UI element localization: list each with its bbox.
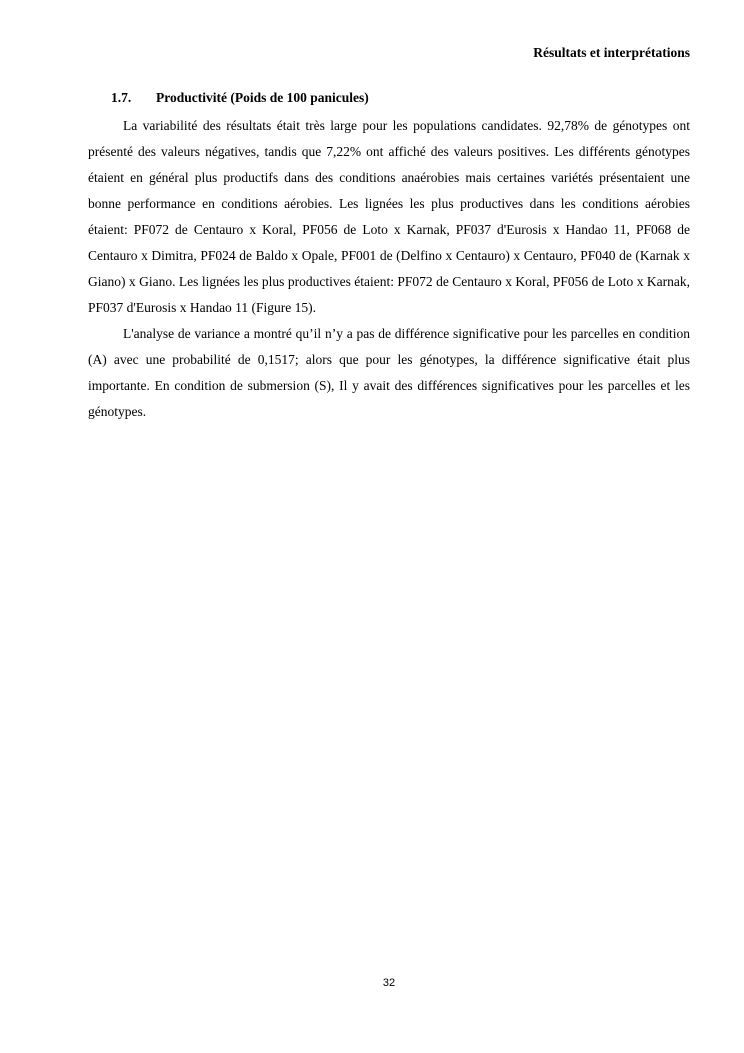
section-productivite [88,88,690,425]
section-title: Productivité (Poids de 100 panicules) [156,90,369,105]
running-header: Résultats et interprétations [533,45,690,60]
paragraph-variabilite: La variabilité des résultats était très large pour les populations candidates. 92,78% de génotypes ont présenté des valeurs négatives, tandis que 7,22% ont affiché des valeurs positives. Les différents génotypes étaient en général plus productifs dans des conditions anaérobies mais certaines variétés présentaient une bonne performance en conditions aérobies. Les lignées les plus productives dans les conditions aérobies étaient: PF072 de Centauro x Koral, PF056 de Loto x Karnak, PF037 d'Eurosis x Handao 11, PF068 de Centauro x Dimitra, PF024 de Baldo x Opale, PF001 de (Delfino x Centauro) x Centauro, PF040 de (Karnak x Giano) x Giano. Les lignées les plus productives étaient: PF072 de Centauro x Koral, PF056 de Loto x Karnak, PF037 d'Eurosis x Handao 11 (Figure 15). [88,118,690,315]
page-number: 32 [382,977,396,989]
section-heading [88,88,690,108]
section-number: 1.7. [111,90,132,105]
paragraph-analyse-variance: L'analyse de variance a montré qu’il n’y a pas de différence significative pour les parcelles en condition (A) avec une probabilité de 0,1517; alors que pour les génotypes, la différence significative était plus importante. En condition de submersion (S), Il y avait des différences significatives pour les parcelles et les génotypes. [88,326,690,419]
